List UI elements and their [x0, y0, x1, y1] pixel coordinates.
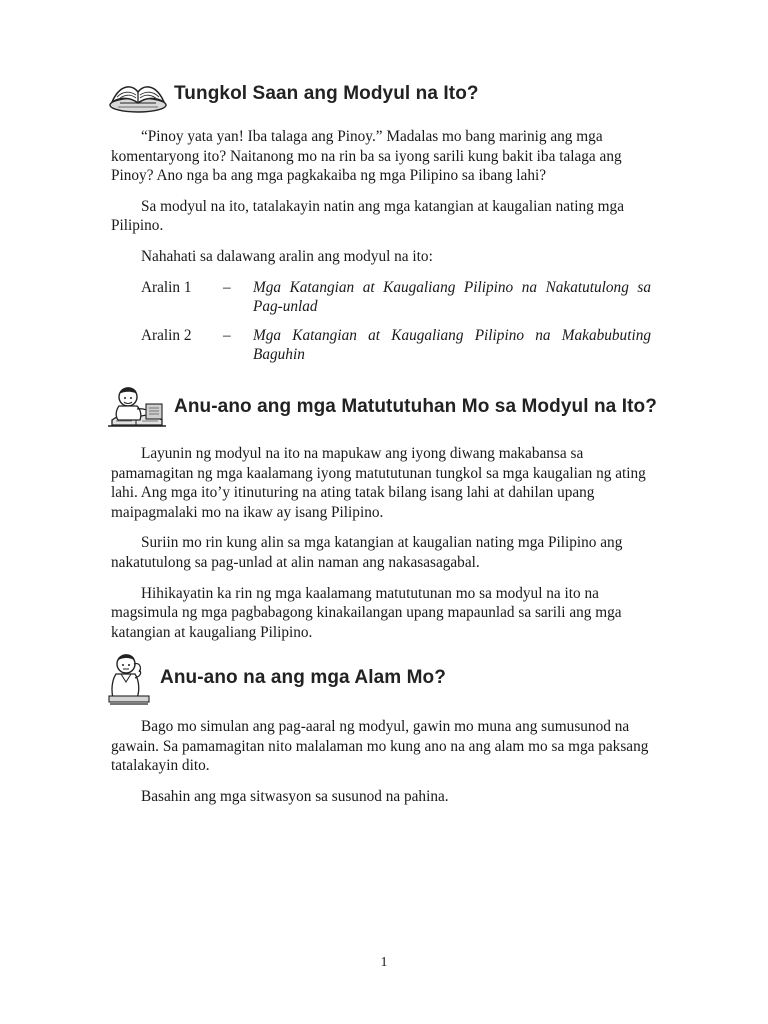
lesson-title: Mga Katangian at Kaugaliang Pilipino na Nakatutulong sa Pag-unlad [253, 278, 651, 316]
section-title: Tungkol Saan ang Modyul na Ito? [174, 83, 479, 104]
paragraph: Basahin ang mga sitwasyon sa susunod na pahina. [141, 787, 449, 805]
paragraph: “Pinoy yata yan! Iba talaga ang Pinoy.” Madalas mo bang marinig ang mga komentaryong ito? Naitanong mo na rin ba sa iyong sarili kung bakit iba talaga ang Pinoy? Ano nga ba ang mga pagkakaiba ng mga Pilipino sa ibang lahi? [111, 128, 622, 185]
lesson-list [111, 278, 651, 365]
student-thinking-icon [106, 650, 152, 706]
section-body-about [111, 127, 651, 374]
section-title: Anu-ano na ang mga Alam Mo? [160, 667, 446, 688]
lesson-dash: – [223, 278, 231, 296]
paragraph: Nahahati sa dalawang aralin ang modyul na ito: [141, 247, 433, 265]
lesson-dash: – [223, 326, 231, 344]
lesson-title: Mga Katangian at Kaugaliang Pilipino na Makabubuting Baguhin [253, 326, 651, 364]
section-heading-objectives [106, 382, 657, 432]
paragraph: Layunin ng modyul na ito na mapukaw ang iyong diwang makabansa sa pamamagitan ng mga kaalamang iyong matututunan tungkol sa mga kaugalian ng ating lahi. Ang mga ito’y itinuturing na ating tatak bilang isang lahi at dahilan upang maipagmalaki mo na ikaw ay isang Pilipino. [111, 445, 646, 521]
lesson-item [111, 326, 651, 365]
lesson-label: Aralin 1 [141, 278, 192, 296]
paragraph: Sa modyul na ito, tatalakayin natin ang mga katangian at kaugalian nating mga Pilipino. [111, 197, 624, 235]
lesson-item [111, 278, 651, 317]
lesson-label: Aralin 2 [141, 326, 192, 344]
section-heading-about [108, 72, 479, 116]
page-number: 1 [380, 955, 388, 970]
paragraph: Suriin mo rin kung alin sa mga katangian at kaugalian nating mga Pilipino ang nakatutulong sa pag-unlad at alin naman ang nakasasagabal. [111, 534, 623, 571]
section-body-objectives [111, 444, 651, 653]
section-heading-pretest [106, 650, 446, 706]
open-book-icon [108, 72, 168, 116]
student-reading-icon [106, 382, 168, 432]
section-title: Anu-ano ang mga Matututuhan Mo sa Modyul na Ito? [174, 396, 657, 417]
paragraph: Hihikayatin ka rin ng mga kaalamang matututunan mo sa modyul na ito na magsimula ng mga pagbabagong kinakailangan upang mapaunlad sa sarili ang mga katangian at kaugaliang Pilipino. [111, 584, 622, 641]
section-body-pretest [111, 717, 651, 817]
paragraph: Bago mo simulan ang pag-aaral ng modyul, gawin mo muna ang sumusunod na gawain. Sa pamamagitan nito malalaman mo kung ano na ang alam mo sa mga paksang tatalakayin dito. [111, 718, 649, 775]
